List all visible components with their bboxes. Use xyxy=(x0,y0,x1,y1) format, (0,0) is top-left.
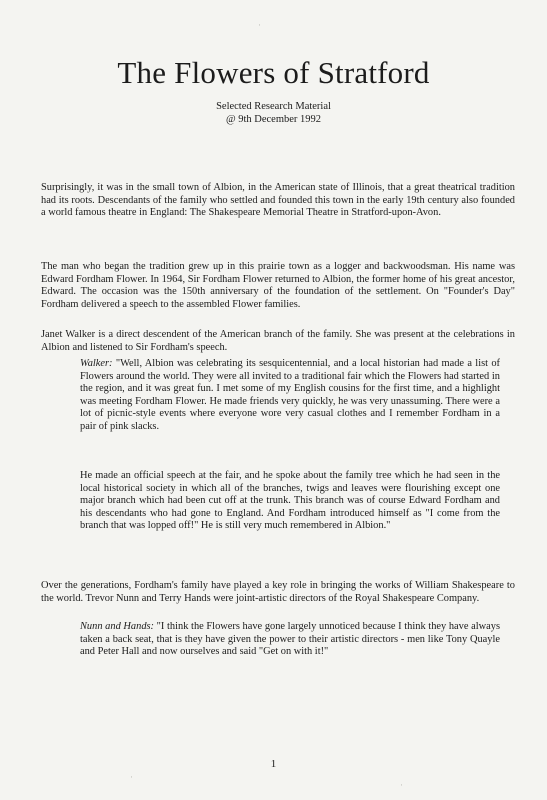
page-title: The Flowers of Stratford xyxy=(117,55,430,90)
quote-nunn-hands-text: "I think the Flowers have gone largely unnoticed because I think they have always taken a back seat, that is they have given the power to their artistic directors - men like Tony Quayle and Peter Hall and now ourselves and said "Get on with it!" xyxy=(80,621,500,658)
quote-speaker-nunn-hands: Nunn and Hands: xyxy=(80,621,155,632)
quote-walker xyxy=(80,358,500,434)
paragraph-generations: Over the generations, Fordham's family have played a key role in bringing the works of William Shakespeare to the world. Trevor Nunn and Terry Hands were joint-artistic directors of the Royal Shakespeare Company. xyxy=(41,580,515,604)
subtitle-research: Selected Research Material xyxy=(216,101,331,112)
scan-mark: · xyxy=(258,20,261,30)
quote-speaker-walker: Walker: xyxy=(80,358,113,369)
subtitle-date: @ 9th December 1992 xyxy=(225,114,322,125)
quote-walker-text: "Well, Albion was celebrating its sesquicentennial, and a local historian had made a list of Flowers around the world. They were all invited to a traditional fair which the Flowers had started in the region, and it was great fun. I met some of my English cousins for the first time, and a highlight was meeting Fordham Flower. He made friends very quickly, he was very unassuming. There were a lot of picnic-style events where everyone wore very casual clothes and I remember Fordham in a pair of pink slacks. xyxy=(80,358,500,432)
paragraph-edward-fordham: The man who began the tradition grew up in this prairie town as a logger and backwoodsman. His name was Edward Fordham Flower. In 1964, Sir Fordham Flower returned to Albion, the former home of his great ancestor, Edward. The occasion was the 150th anniversary of the foundation of the settlement. On "Founder's Day" Fordham delivered a speech to the assembled Flower families. xyxy=(41,261,515,310)
page-number: 1 xyxy=(270,758,277,770)
scan-mark: · xyxy=(400,780,403,790)
quote-nunn-hands xyxy=(80,621,500,659)
paragraph-intro: Surprisingly, it was in the small town of Albion, in the American state of Illinois, that a great theatrical tradition had its roots. Descendants of the family who settled and founded this town in the early 19th century also founded a world famous theatre in England: The Shakespeare Memorial Theatre in Stratford-upon-Avon. xyxy=(41,182,515,219)
quote-walker-continuation: He made an official speech at the fair, and he spoke about the family tree which he had seen in the local historical society in which all of the branches, twigs and leaves were flourishing except one major branch which had been cut off at the trunk. This branch was of course Edward Fordham and his descendants who had gone to England. And Fordham introduced himself as "I come from the branch that was lopped off!" He is still very much remembered in Albion." xyxy=(80,470,500,532)
paragraph-janet-walker: Janet Walker is a direct descendent of the American branch of the family. She was present at the celebrations in Albion and listened to Sir Fordham's speech. xyxy=(41,329,515,353)
scan-mark: · xyxy=(130,772,133,782)
